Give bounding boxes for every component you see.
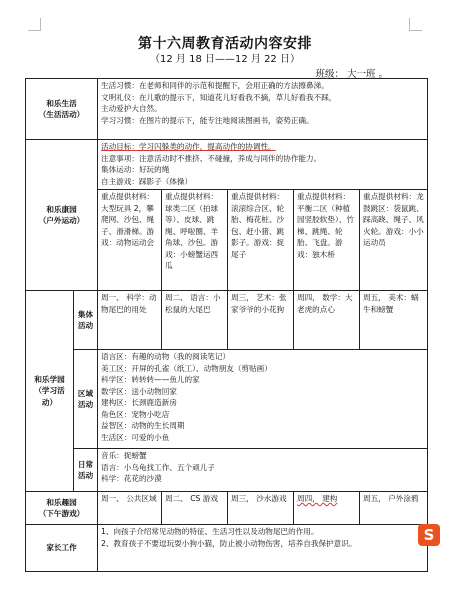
study-group-row — [26, 291, 428, 350]
daily-line: 语言：小乌龟找工作、五个顽儿子 — [101, 462, 215, 472]
life-line: 文明礼仪：在儿歌的提示下，知道花儿好看我不摘，草儿好看我不踩， — [101, 92, 337, 102]
outdoor-day-thu: 重点提供材料：平衡二区（种植园竖胶软垫）、竹梯、跳绳、轮胎、飞盘。游戏：独木桥 — [294, 190, 360, 291]
study-daily-row — [26, 449, 428, 492]
schedule-table — [25, 78, 428, 572]
play-day-wed: 周三， 沙水游戏 — [228, 492, 294, 525]
play-day-thu-text: 周四， 建构 — [297, 494, 338, 503]
daily-activity-label: 日常 活动 — [74, 449, 98, 492]
study-area-row — [26, 350, 428, 449]
area-line: 语言区：有趣的动物（我的阅读笔记） — [101, 352, 231, 361]
outdoor-day-fri: 重点提供材料：龙鼓跳区：袋鼠跳、踩高跷、绳子、风火轮。游戏：小小运动员 — [360, 190, 428, 291]
outdoor-line: 注意事项：注意活动时不推挤、不碰撞，养成与同伴的协作能力。 — [101, 153, 322, 163]
area-line: 数学区：送小动物回家 — [101, 386, 177, 396]
life-line: 学习习惯：在图片的提示下，能专注地阅读图画书，姿势正确。 — [101, 115, 314, 125]
area-line: 美工区：开屏的孔雀（纸工）、动物朋友（剪贴画） — [101, 363, 272, 373]
study-section-label: 和乐学园 （学习活动） — [26, 291, 74, 492]
play-day-tue: 周二、 CS 游戏 — [162, 492, 228, 525]
area-line: 生活区：可爱的小鱼 — [101, 432, 170, 442]
parents-content — [98, 525, 428, 572]
outdoor-day-tue: 重点提供材料：球类二区（拍球等）、皮球、跳绳、呼啦圈、羊角球、沙包。游戏：小螃蟹运西瓜 — [162, 190, 228, 291]
parents-section-label: 家长工作 — [26, 525, 98, 572]
life-section-label: 和乐生活 （生活活动） — [26, 79, 98, 140]
date-range: （12 月 18 日——12 月 22 日） — [150, 54, 300, 65]
document-title: 第十六周教育活动内容安排 — [138, 36, 312, 52]
parents-row — [26, 525, 428, 572]
page-corner-mark-right — [409, 18, 422, 31]
outdoor-goals-row — [26, 140, 428, 190]
area-activity-content — [98, 350, 428, 449]
group-day-wed: 周三， 艺术：张家爷爷的小花狗 — [228, 291, 294, 350]
group-activity-label: 集体 活动 — [74, 291, 98, 350]
parents-line: 2、教育孩子不要逗玩耍小狗小猫，防止被小动物伤害，培养自我保护意识。 — [101, 538, 357, 548]
outdoor-goals — [98, 140, 428, 190]
outdoor-day-wed: 重点提供材料：滚滚综合区、轮胎、梅花桩、沙包、赶小猪、跳影子。游戏：捉尾子 — [228, 190, 294, 291]
outdoor-day-mon: 重点提供材料：大型玩具 2，攀爬网、沙包、绳子、滑滑梯。游戏：动物运动会 — [98, 190, 162, 291]
area-activity-label: 区域 活动 — [74, 350, 98, 449]
class-label: 班级： 大一班 。 — [315, 69, 388, 80]
life-line: 主动爱护大自然。 — [101, 104, 162, 113]
outdoor-line: 活动目标：学习闪躲类的动作，提高动作的协调性。 — [101, 142, 276, 151]
sogou-input-s-icon[interactable]: S — [418, 524, 440, 546]
play-day-fri: 周五， 户外涂鸦 — [360, 492, 428, 525]
area-line: 建构区：长颈鹿造新房 — [101, 398, 177, 407]
life-row — [26, 79, 428, 140]
play-row — [26, 492, 428, 525]
outdoor-line: 集体运动：好玩的绳 — [101, 165, 170, 174]
group-day-mon: 周一、 科学：动物尾巴的用处 — [98, 291, 162, 350]
outdoor-section-label: 和乐康园 （户外运动） — [26, 140, 98, 291]
area-line: 科学区：转转转——鱼儿的家 — [101, 375, 200, 384]
daily-line: 音乐：捉螃蟹 — [101, 451, 147, 460]
area-line: 角色区：宠物小吃店 — [101, 409, 170, 419]
daily-activity-content — [98, 449, 428, 492]
group-day-tue: 周二、 语言：小松鼠的大尾巴 — [162, 291, 228, 350]
life-content — [98, 79, 428, 140]
parents-line: 1、向孩子介绍常见动物的特征、生活习性以及动物尾巴的作用。 — [101, 527, 319, 536]
play-day-thu — [294, 492, 360, 525]
group-day-thu: 周四， 数学：大老虎的点心 — [294, 291, 360, 350]
outdoor-line: 自主游戏：踩影子（体操） — [101, 176, 193, 186]
play-section-label: 和乐趣园 （下午游戏） — [26, 492, 98, 525]
page-corner-mark-left — [28, 18, 41, 31]
life-line: 生活习惯：在老师和同伴的示范和提醒下，会用正确的方法擦鼻涕。 — [101, 81, 329, 90]
daily-line: 科学：花花的沙漠 — [101, 474, 162, 483]
area-line: 益智区：动物的生长周期 — [101, 421, 185, 430]
group-day-fri: 周五， 美术：蜗牛和螃蟹 — [360, 291, 428, 350]
play-day-mon: 周一、 公共区域 — [98, 492, 162, 525]
